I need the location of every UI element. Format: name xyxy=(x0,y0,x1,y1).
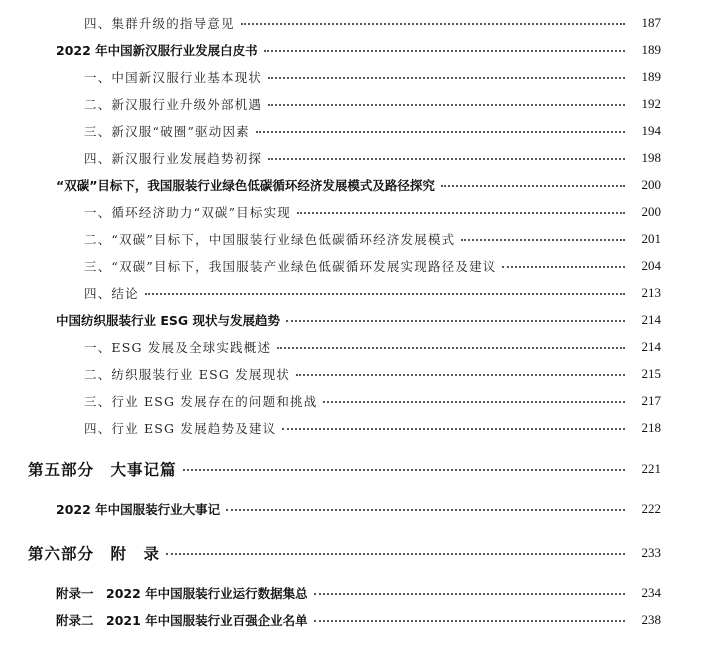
toc-entry xyxy=(0,122,706,140)
dot-leader xyxy=(461,239,625,241)
dot-leader xyxy=(183,469,625,471)
dot-leader xyxy=(256,131,625,133)
toc-entry xyxy=(0,584,706,602)
dot-leader xyxy=(277,347,625,349)
toc-entry-title: “双碳”目标下，我国服装行业绿色低碳循环经济发展模式及路径探究 xyxy=(56,178,435,193)
toc-entry xyxy=(0,14,706,32)
toc-entry-page: 189 xyxy=(641,42,661,57)
dot-leader xyxy=(323,401,625,403)
toc-entry-page: 204 xyxy=(641,258,661,273)
toc-entry-title: 中国纺织服装行业 ESG 现状与发展趋势 xyxy=(56,313,281,328)
toc-entry-title: 附录一 2022 年中国服装行业运行数据集总 xyxy=(56,586,308,601)
toc-entry-page: 198 xyxy=(641,150,661,165)
toc-entry-page: 221 xyxy=(641,461,661,476)
toc-entry xyxy=(0,68,706,86)
dot-leader xyxy=(296,374,625,376)
toc-entry-title: 第六部分 附 录 xyxy=(28,544,161,563)
toc-entry-title: 三、新汉服“破圈”驱动因素 xyxy=(84,124,250,139)
toc-entry xyxy=(0,338,706,356)
dot-leader xyxy=(286,320,625,322)
toc-entry-title: 二、新汉服行业升级外部机遇 xyxy=(84,97,263,112)
toc-entry-title: 四、新汉服行业发展趋势初探 xyxy=(84,151,263,166)
toc-entry-title: 二、“双碳”目标下，中国服装行业绿色低碳循环经济发展模式 xyxy=(84,232,456,247)
toc-entry-page: 215 xyxy=(641,366,661,381)
toc-entry xyxy=(0,611,706,629)
toc-entry-title: 四、结论 xyxy=(84,286,139,301)
toc-entry xyxy=(0,149,706,167)
toc-entry-page: 218 xyxy=(641,420,661,435)
toc-entry xyxy=(0,41,706,59)
dot-leader xyxy=(268,158,625,160)
dot-leader xyxy=(264,50,625,52)
toc-entry-page: 222 xyxy=(641,501,661,516)
toc-entry-page: 201 xyxy=(641,231,661,246)
toc-entry-page: 189 xyxy=(641,69,661,84)
toc-entry-page: 238 xyxy=(641,612,661,627)
dot-leader xyxy=(226,509,625,511)
toc-entry-title: 三、行业 ESG 发展存在的问题和挑战 xyxy=(84,394,318,409)
dot-leader xyxy=(268,77,625,79)
dot-leader xyxy=(502,266,625,268)
toc-entry xyxy=(0,176,706,194)
toc-entry xyxy=(0,365,706,383)
toc-entry-title: 四、行业 ESG 发展趋势及建议 xyxy=(84,421,277,436)
dot-leader xyxy=(241,23,625,25)
dot-leader xyxy=(166,553,625,555)
toc-entry-title: 一、循环经济助力“双碳”目标实现 xyxy=(84,205,291,220)
dot-leader xyxy=(297,212,625,214)
toc-part-heading xyxy=(0,542,706,564)
toc-entry-page: 200 xyxy=(641,177,661,192)
toc-entry-title: 一、ESG 发展及全球实践概述 xyxy=(84,340,272,355)
toc-entry-page: 192 xyxy=(641,96,661,111)
dot-leader xyxy=(314,620,625,622)
toc-entry-title: 附录二 2021 年中国服装行业百强企业名单 xyxy=(56,613,308,628)
dot-leader xyxy=(145,293,625,295)
toc-entry-page: 194 xyxy=(641,123,661,138)
toc-entry-title: 二、纺织服装行业 ESG 发展现状 xyxy=(84,367,291,382)
toc-entry xyxy=(0,257,706,275)
toc-entry-title: 一、中国新汉服行业基本现状 xyxy=(84,70,263,85)
toc-entry-title: 2022 年中国服装行业大事记 xyxy=(56,502,221,517)
toc-entry-page: 200 xyxy=(641,204,661,219)
toc-entry xyxy=(0,419,706,437)
toc-entry-title: 四、集群升级的指导意见 xyxy=(84,16,235,31)
toc-entry-title: 三、“双碳”目标下，我国服装产业绿色低碳循环发展实现路径及建议 xyxy=(84,259,497,274)
toc-entry xyxy=(0,203,706,221)
toc-entry-page: 214 xyxy=(641,339,661,354)
toc-entry-title: 2022 年中国新汉服行业发展白皮书 xyxy=(56,43,258,58)
toc-entry xyxy=(0,230,706,248)
toc-entry-page: 234 xyxy=(641,585,661,600)
toc-entry-page: 213 xyxy=(641,285,661,300)
toc-entry xyxy=(0,284,706,302)
toc-entry-page: 214 xyxy=(641,312,661,327)
dot-leader xyxy=(268,104,625,106)
toc-entry xyxy=(0,311,706,329)
toc-entry-page: 217 xyxy=(641,393,661,408)
toc-entry-page: 233 xyxy=(641,545,661,560)
toc-entry xyxy=(0,500,706,518)
dot-leader xyxy=(282,428,625,430)
toc-part-heading xyxy=(0,458,706,480)
dot-leader xyxy=(441,185,625,187)
toc-entry-title: 第五部分 大事记篇 xyxy=(28,460,177,479)
toc-entry-page: 187 xyxy=(641,15,661,30)
dot-leader xyxy=(314,593,625,595)
toc-entry xyxy=(0,392,706,410)
toc-entry xyxy=(0,95,706,113)
